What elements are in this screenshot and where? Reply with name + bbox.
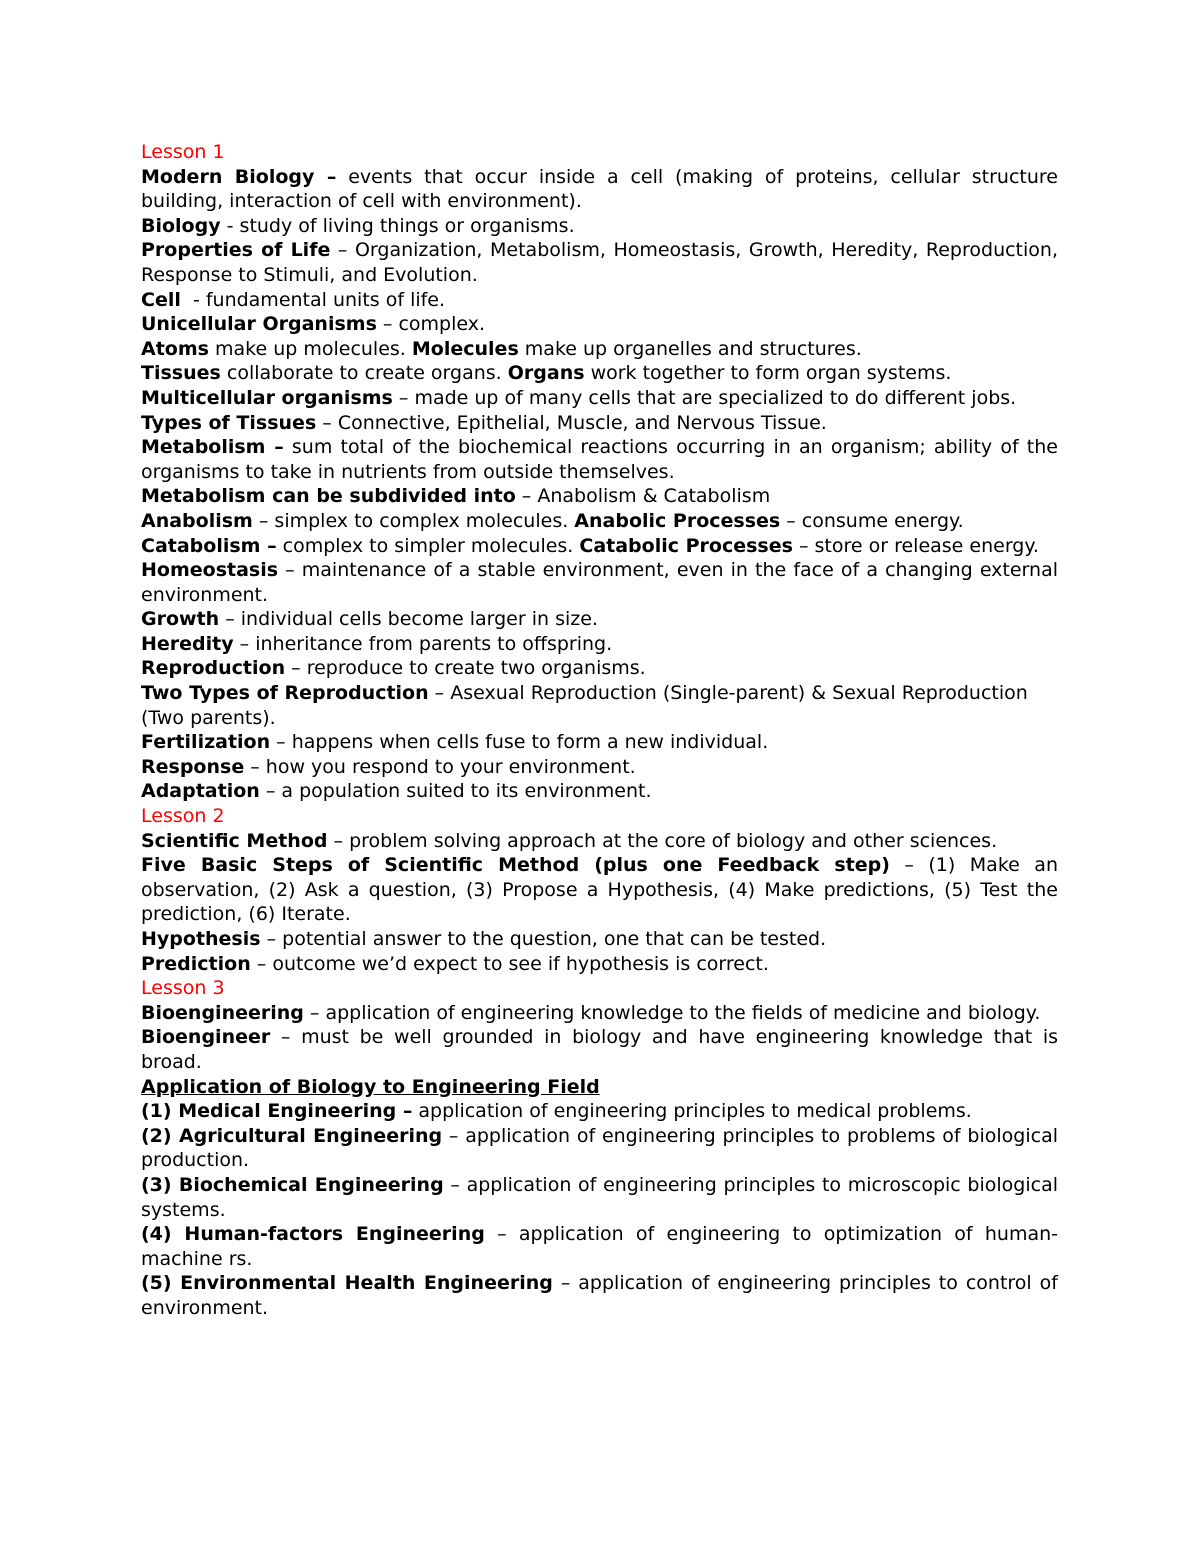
- document-page: [141, 140, 1058, 1321]
- entry-types-of-tissues: [141, 411, 1058, 436]
- term: Metabolism –: [141, 436, 284, 459]
- definition: – Anabolism & Catabolism: [515, 485, 771, 508]
- definition: collaborate to create organs.: [220, 362, 508, 385]
- definition: – Connective, Epithelial, Muscle, and Nervous Tissue.: [316, 411, 827, 434]
- lesson-3-heading: Lesson 3: [141, 977, 225, 1000]
- entry-fertilization: [141, 730, 1058, 755]
- definition: – potential answer to the question, one that can be tested.: [260, 928, 827, 950]
- entry-five-basic-steps: [141, 853, 1058, 927]
- definition: – problem solving approach at the core of biology and other sciences.: [327, 829, 998, 852]
- definition: – application of engineering principles to control of environment.: [141, 1272, 1058, 1319]
- entry-biochemical-engineering: [141, 1173, 1058, 1222]
- entry-unicellular: [141, 312, 1058, 337]
- definition: – happens when cells fuse to form a new individual.: [270, 731, 769, 754]
- definition: – Organization, Metabolism, Homeostasis, Growth, Heredity, Reproduction, Response to Stimuli, and Evolution.: [141, 239, 1058, 286]
- entry-metabolism-subdivided: [141, 484, 1058, 509]
- term: Scientific Method: [141, 829, 328, 852]
- definition: application of engineering principles to medical problems.: [412, 1100, 972, 1123]
- definition: – application of engineering to optimization of human-machine rs.: [141, 1223, 1058, 1270]
- entry-agricultural-engineering: [141, 1124, 1058, 1173]
- definition: – outcome we’d expect to see if hypothesis is correct.: [250, 952, 769, 975]
- entry-tissues: [141, 361, 1058, 386]
- term: Two Types of Reproduction: [141, 682, 429, 705]
- term: Multicellular organisms: [141, 386, 393, 409]
- term: Adaptation: [141, 780, 260, 803]
- lesson-2-heading: Lesson 2: [141, 805, 225, 828]
- entry-catabolism: [141, 534, 1058, 559]
- term: Modern Biology –: [141, 165, 337, 188]
- term: Catabolic Processes: [579, 534, 793, 557]
- definition: – how you respond to your environment.: [244, 755, 636, 778]
- entry-response: [141, 755, 1058, 780]
- term: Molecules: [411, 337, 519, 360]
- term: (5) Environmental Health Engineering: [141, 1272, 553, 1295]
- definition: – reproduce to create two organisms.: [285, 657, 646, 680]
- entry-hypothesis: [141, 927, 1058, 952]
- definition: sum total of the biochemical reactions occurring in an organism; ability of the organisms to take in nutrients from outside themselves.: [141, 436, 1058, 483]
- term: (4) Human-factors Engineering: [141, 1223, 485, 1246]
- entry-growth: [141, 607, 1058, 632]
- term: Fertilization: [141, 731, 271, 754]
- entry-adaptation: [141, 779, 1058, 804]
- term: Metabolism can be subdivided into: [141, 485, 516, 508]
- entry-multicellular: [141, 386, 1058, 411]
- entry-properties-of-life: [141, 238, 1058, 287]
- term: Catabolism –: [141, 534, 277, 557]
- definition: events that occur inside a cell (making of proteins, cellular structure building, interaction of cell with environment).: [141, 165, 1058, 213]
- application-heading-text: Application of Biology to Engineering Field: [141, 1075, 600, 1098]
- term: Cell: [141, 288, 181, 311]
- term: Biology: [141, 214, 221, 237]
- entry-biology: [141, 214, 1058, 239]
- definition: make up molecules.: [208, 337, 412, 360]
- definition: – made up of many cells that are specialized to do different jobs.: [392, 386, 1017, 409]
- definition: – a population suited to its environment.: [259, 780, 652, 803]
- entry-human-factors-engineering: [141, 1222, 1058, 1271]
- definition: – store or release energy.: [792, 534, 1039, 557]
- definition: – individual cells become larger in size.: [219, 608, 598, 631]
- application-heading: [141, 1075, 1058, 1100]
- term: Bioengineer: [141, 1026, 271, 1049]
- entry-heredity: [141, 632, 1058, 657]
- term: Atoms: [141, 337, 209, 360]
- entry-homeostasis: [141, 558, 1058, 607]
- term: Prediction: [141, 952, 251, 975]
- entry-anabolism: [141, 509, 1058, 534]
- term: Unicellular Organisms: [141, 313, 377, 336]
- term: Types of Tissues: [141, 411, 317, 434]
- definition: work together to form organ systems.: [584, 362, 952, 385]
- definition: – (1) Make an observation, (2) Ask a question, (3) Propose a Hypothesis, (4) Make predictions, (5) Test the prediction, (6) Iterate.: [141, 854, 1058, 926]
- entry-medical-engineering: [141, 1099, 1058, 1124]
- definition: – application of engineering principles to microscopic biological systems.: [141, 1173, 1059, 1221]
- term: Hypothesis: [141, 928, 261, 950]
- entry-scientific-method: [141, 829, 1058, 854]
- term: Response: [141, 755, 245, 778]
- definition: complex to simpler molecules.: [276, 534, 580, 557]
- entry-modern-biology: [141, 165, 1058, 214]
- lesson-1-heading: Lesson 1: [141, 141, 225, 163]
- definition: – must be well grounded in biology and have engineering knowledge that is broad.: [141, 1026, 1058, 1073]
- entry-bioengineering: [141, 1001, 1058, 1026]
- term: Reproduction: [141, 657, 286, 680]
- term: Growth: [141, 608, 220, 631]
- term: Heredity: [141, 632, 234, 655]
- term: Five Basic Steps of Scientific Method (plus one Feedback step): [141, 854, 890, 877]
- definition: – application of engineering knowledge to the fields of medicine and biology.: [303, 1001, 1041, 1024]
- definition: – maintenance of a stable environment, even in the face of a changing external environment.: [141, 559, 1058, 606]
- entry-environmental-health-engineering: [141, 1271, 1058, 1320]
- entry-reproduction: [141, 656, 1058, 681]
- term: (3) Biochemical Engineering: [141, 1173, 444, 1196]
- term: (2) Agricultural Engineering: [141, 1124, 443, 1147]
- term: Bioengineering: [141, 1001, 304, 1024]
- definition: make up organelles and structures.: [518, 337, 862, 360]
- definition: - fundamental units of life.: [180, 288, 446, 311]
- definition: – inheritance from parents to offspring.: [233, 632, 613, 655]
- entry-atoms: [141, 337, 1058, 362]
- entry-bioengineer: [141, 1025, 1058, 1074]
- entry-cell: [141, 288, 1058, 313]
- definition: – application of engineering principles to problems of biological production.: [141, 1124, 1059, 1172]
- term: Anabolic Processes: [574, 509, 781, 532]
- entry-two-types-of-reproduction: [141, 681, 1058, 730]
- term: Properties of Life: [141, 239, 331, 262]
- term: Anabolism: [141, 509, 253, 532]
- definition: – simplex to complex molecules.: [252, 509, 575, 532]
- definition: - study of living things or organisms.: [220, 214, 575, 237]
- definition: – complex.: [376, 313, 486, 336]
- definition: – consume energy.: [780, 509, 964, 532]
- term: (1) Medical Engineering –: [141, 1100, 413, 1123]
- term: Homeostasis: [141, 559, 279, 582]
- term: Tissues: [141, 362, 221, 385]
- definition: – Asexual Reproduction (Single-parent) & Sexual Reproduction (Two parents).: [141, 682, 1028, 729]
- term: Organs: [507, 362, 585, 385]
- entry-prediction: [141, 952, 1058, 977]
- entry-metabolism: [141, 435, 1058, 484]
